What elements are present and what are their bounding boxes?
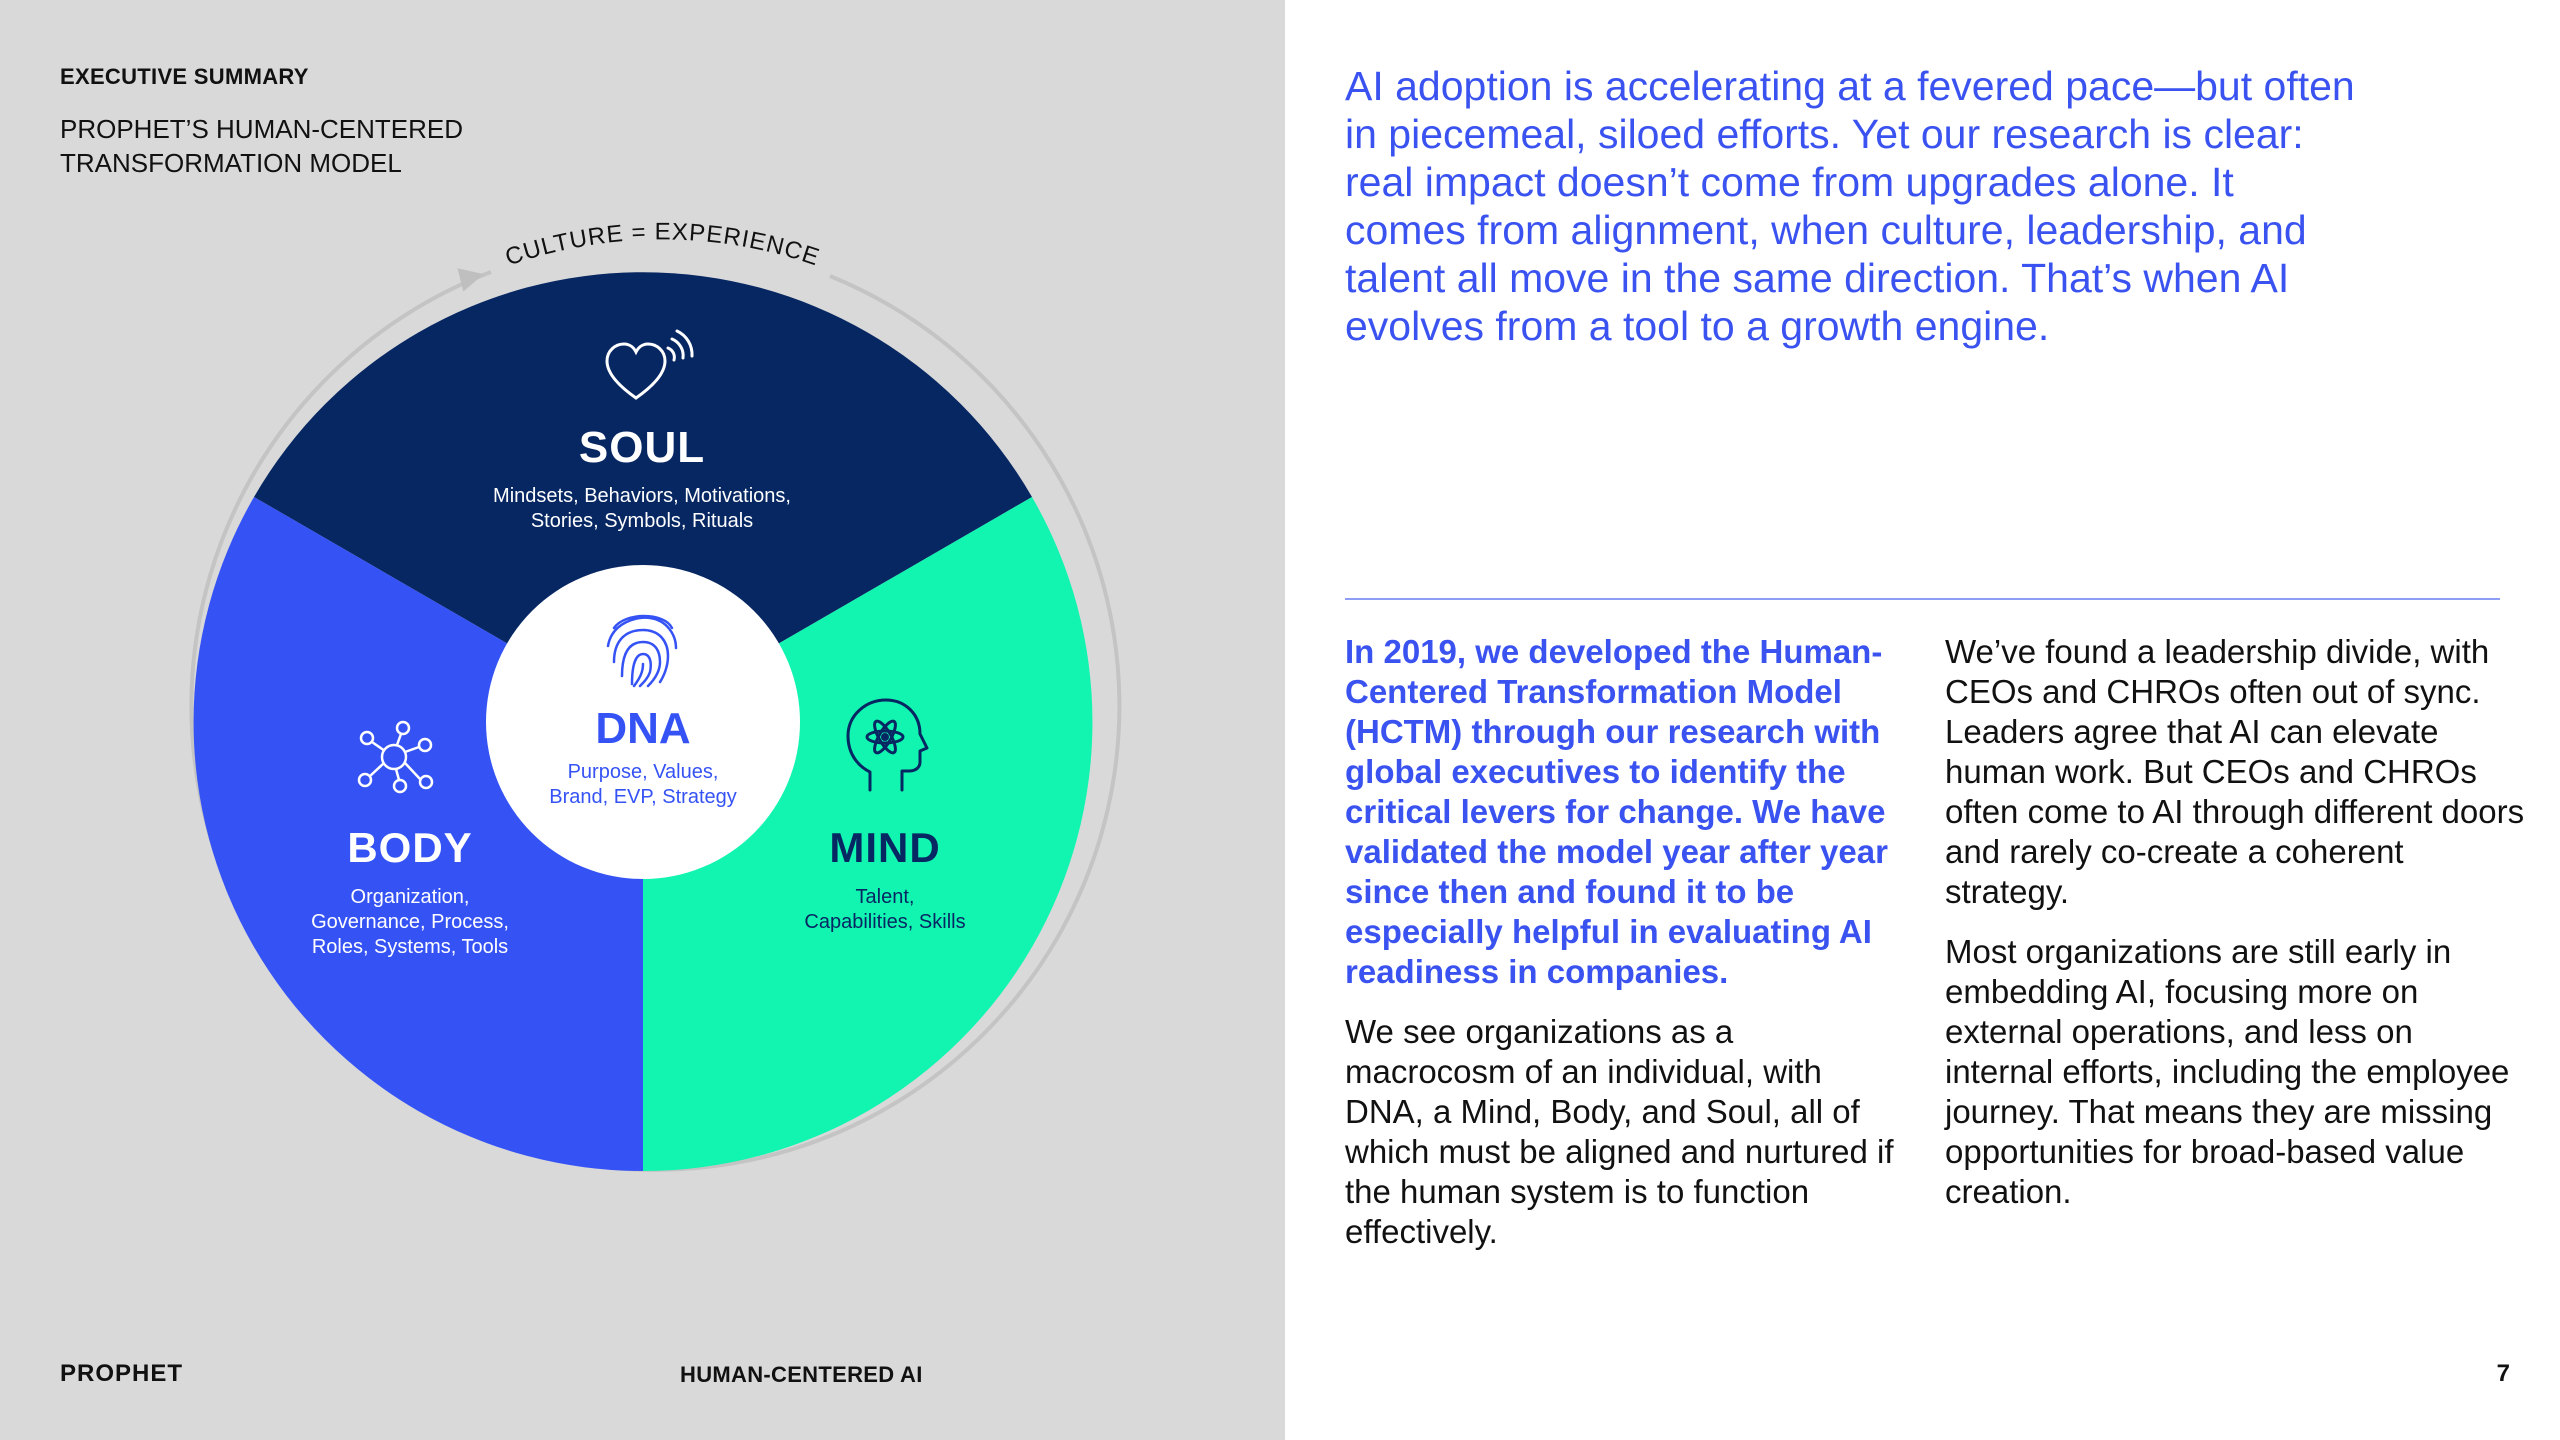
section-divider [1345, 598, 2500, 600]
dna-desc-line2: Brand, EVP, Strategy [549, 786, 737, 808]
body-title: BODY [347, 824, 473, 871]
mind-desc-line2: Capabilities, Skills [804, 911, 966, 933]
lead-paragraph: AI adoption is accelerating at a fevered pace—but often in piecemeal, siloed efforts. Yet our research is clear: real impact doesn’t come from upgrades alone. It comes from alignment, when culture, leadership, and talent all move in the same direction. That’s when AI evolves from a tool to a growth engine. [1345, 63, 2355, 349]
body-column-right [1945, 632, 2525, 1232]
model-title: PROPHET’S HUMAN-CENTERED TRANSFORMATION MODEL [60, 114, 464, 178]
highlight-paragraph: In 2019, we developed the Human-Centered Transformation Model (HCTM) through our research with global executives to identify the critical levers for change. We have validated the model year after year since then and found it to be especially helpful in evaluating AI readiness in companies. [1345, 633, 1888, 990]
dna-title: DNA [595, 704, 691, 753]
mind-desc-line1: Talent, [855, 886, 915, 908]
body-desc-line1: Organization, [350, 886, 470, 908]
body-column-left [1345, 632, 1900, 1272]
body-desc-line2: Governance, Process, [311, 911, 509, 933]
dna-desc-line1: Purpose, Values, [567, 761, 719, 783]
soul-desc-line1: Mindsets, Behaviors, Motivations, [493, 485, 791, 507]
soul-desc-line2: Stories, Symbols, Rituals [530, 510, 754, 532]
mind-title: MIND [829, 824, 941, 871]
body-paragraph-left: We see organizations as a macrocosm of an individual, with DNA, a Mind, Body, and Soul, all of which must be aligned and nurtured if the human system is to function effectively. [1345, 1013, 1894, 1250]
culture-arc-label: CULTURE = EXPERIENCE [501, 218, 824, 272]
page-number: 7 [2496, 1360, 2510, 1387]
body-desc-line3: Roles, Systems, Tools [311, 936, 509, 958]
footer-report-title: HUMAN-CENTERED AI [680, 1362, 923, 1387]
body-paragraph-right-2: Most organizations are still early in embedding AI, focusing more on external operations, and less on internal efforts, including the employee journey. That means they are missing opportunities for broad-based value creation. [1945, 933, 2510, 1210]
section-title: EXECUTIVE SUMMARY [60, 64, 309, 89]
body-paragraph-right-1: We’ve found a leadership divide, with CEOs and CHROs often out of sync. Leaders agree that AI can elevate human work. But CEOs and CHROs often come to AI through different doors and rarely co-create a coherent strategy. [1945, 633, 2525, 910]
footer-brand-logo: PROPHET [60, 1360, 184, 1387]
culture-ring-arrow [464, 277, 472, 279]
soul-title: SOUL [578, 423, 706, 472]
